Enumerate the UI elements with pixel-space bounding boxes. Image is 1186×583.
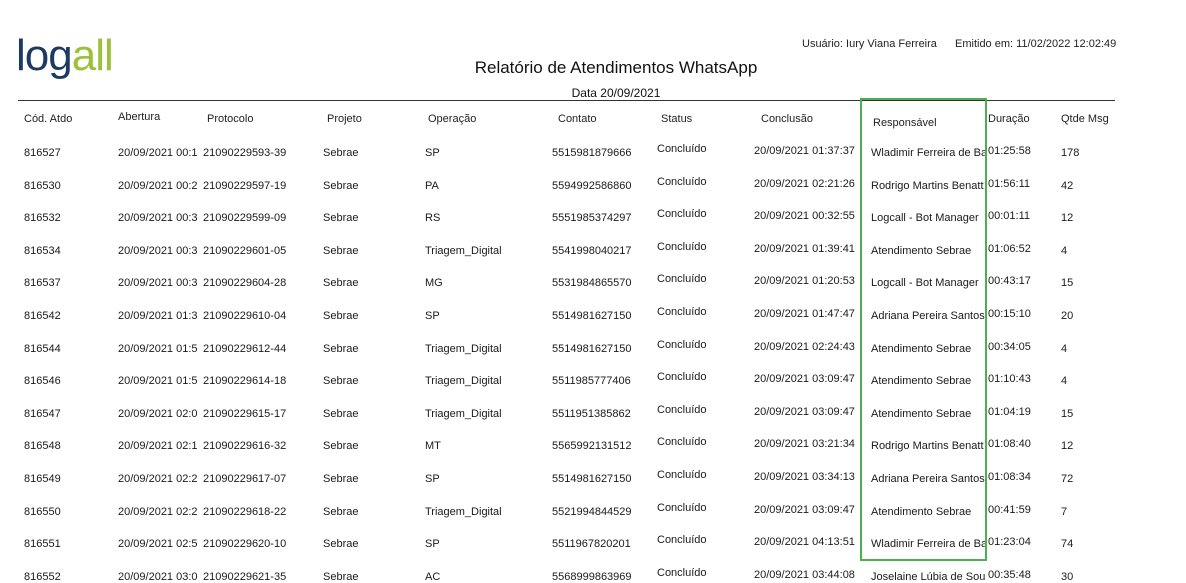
cell-responsavel: Adriana Pereira Santos <box>871 310 985 322</box>
cell-contato: 5515981879666 <box>552 147 632 159</box>
cell-protocolo: 21090229604-28 <box>203 277 287 290</box>
cell-cod-atdo: 816534 <box>24 244 61 257</box>
cell-protocolo: 21090229621-35 <box>203 570 287 583</box>
cell-qtde-msg: 74 <box>1061 538 1074 551</box>
cell-status: Concluído <box>657 436 707 449</box>
cell-projeto: Sebrae <box>323 375 359 388</box>
cell-qtde-msg: 30 <box>1061 570 1074 583</box>
header-conclusao: Conclusão <box>761 113 813 125</box>
cell-projeto: Sebrae <box>323 310 359 322</box>
cell-responsavel: Atendimento Sebrae <box>871 244 972 257</box>
header-cod-atdo: Cód. Atdo <box>24 113 73 125</box>
cell-contato: 5514981627150 <box>552 473 632 485</box>
cell-status: Concluído <box>657 240 707 253</box>
cell-operacao: Triagem_Digital <box>425 375 502 388</box>
report-title: Relatório de Atendimentos WhatsApp <box>474 58 758 77</box>
logo-lo: lo <box>16 31 49 80</box>
cell-contato: 5565992131512 <box>552 440 632 453</box>
cell-qtde-msg: 178 <box>1061 147 1080 159</box>
cell-duracao: 00:43:17 <box>988 275 1031 288</box>
cell-protocolo: 21090229597-19 <box>203 179 287 192</box>
cell-conclusao: 20/09/2021 04:13:51 <box>754 536 855 549</box>
cell-qtde-msg: 4 <box>1061 244 1068 257</box>
cell-abertura: 20/09/2021 00:3 <box>118 277 198 290</box>
cell-conclusao: 20/09/2021 02:21:26 <box>754 177 855 190</box>
cell-qtde-msg: 12 <box>1061 212 1074 225</box>
cell-conclusao: 20/09/2021 01:47:47 <box>754 308 855 320</box>
cell-responsavel: Wladimir Ferreira de Ba <box>871 538 988 551</box>
cell-duracao: 01:04:19 <box>988 405 1031 418</box>
cell-protocolo: 21090229599-09 <box>203 212 287 225</box>
cell-status: Concluído <box>657 371 707 384</box>
cell-status: Concluído <box>657 566 707 579</box>
cell-cod-atdo: 816532 <box>24 212 61 225</box>
cell-cod-atdo: 816544 <box>24 342 61 355</box>
cell-operacao: Triagem_Digital <box>425 244 502 257</box>
cell-operacao: MT <box>425 440 441 453</box>
cell-operacao: PA <box>425 179 439 192</box>
cell-cod-atdo: 816550 <box>24 505 61 518</box>
cell-conclusao: 20/09/2021 00:32:55 <box>754 210 855 223</box>
cell-contato: 5568999863969 <box>552 570 632 583</box>
cell-cod-atdo: 816542 <box>24 310 61 322</box>
cell-duracao: 01:10:43 <box>988 373 1031 386</box>
cell-duracao: 01:23:04 <box>988 536 1031 549</box>
report-date: Data 20/09/2021 <box>571 86 661 100</box>
cell-status: Concluído <box>657 273 707 286</box>
cell-cod-atdo: 816546 <box>24 375 61 388</box>
cell-protocolo: 21090229618-22 <box>203 505 287 518</box>
cell-cod-atdo: 816551 <box>24 538 61 551</box>
header-abertura: Abertura <box>118 111 161 123</box>
cell-abertura: 20/09/2021 02:2 <box>118 473 198 485</box>
cell-cod-atdo: 816549 <box>24 473 61 485</box>
cell-protocolo: 21090229616-32 <box>203 440 287 453</box>
cell-qtde-msg: 15 <box>1061 277 1074 290</box>
cell-operacao: MG <box>425 277 443 290</box>
cell-projeto: Sebrae <box>323 505 359 518</box>
cell-status: Concluído <box>657 534 707 547</box>
cell-duracao: 00:41:59 <box>988 503 1031 516</box>
cell-projeto: Sebrae <box>323 440 359 453</box>
cell-operacao: SP <box>425 310 440 322</box>
header-responsavel: Responsável <box>873 117 937 129</box>
cell-contato: 5521994844529 <box>552 505 632 518</box>
cell-abertura: 20/09/2021 00:2 <box>118 179 198 192</box>
cell-duracao: 01:08:40 <box>988 438 1031 451</box>
cell-operacao: SP <box>425 538 440 551</box>
cell-responsavel: Logcall - Bot Manager <box>871 277 979 290</box>
header-operacao: Operação <box>428 113 477 125</box>
cell-projeto: Sebrae <box>323 407 359 420</box>
cell-protocolo: 21090229620-10 <box>203 538 287 551</box>
cell-projeto: Sebrae <box>323 473 359 485</box>
cell-responsavel: Rodrigo Martins Benatt <box>871 440 984 453</box>
cell-cod-atdo: 816537 <box>24 277 61 290</box>
cell-status: Concluído <box>657 306 707 318</box>
cell-operacao: Triagem_Digital <box>425 505 502 518</box>
cell-status: Concluído <box>657 501 707 514</box>
cell-responsavel: Atendimento Sebrae <box>871 342 972 355</box>
cell-contato: 5514981627150 <box>552 310 632 322</box>
cell-abertura: 20/09/2021 00:3 <box>118 212 198 225</box>
cell-projeto: Sebrae <box>323 179 359 192</box>
cell-projeto: Sebrae <box>323 147 359 159</box>
cell-qtde-msg: 4 <box>1061 342 1068 355</box>
cell-duracao: 01:56:11 <box>988 177 1031 190</box>
cell-status: Concluído <box>657 403 707 416</box>
cell-cod-atdo: 816552 <box>24 570 61 583</box>
cell-abertura: 20/09/2021 00:1 <box>118 147 198 159</box>
cell-operacao: SP <box>425 473 440 485</box>
cell-abertura: 20/09/2021 00:3 <box>118 244 198 257</box>
cell-conclusao: 20/09/2021 01:20:53 <box>754 275 855 288</box>
cell-protocolo: 21090229610-04 <box>203 310 287 322</box>
cell-conclusao: 20/09/2021 03:09:47 <box>754 405 855 418</box>
cell-operacao: Triagem_Digital <box>425 407 502 420</box>
cell-protocolo: 21090229615-17 <box>203 407 287 420</box>
cell-operacao: Triagem_Digital <box>425 342 502 355</box>
cell-responsavel: Wladimir Ferreira de Ba <box>871 147 988 159</box>
cell-responsavel: Atendimento Sebrae <box>871 505 972 518</box>
cell-responsavel: Logcall - Bot Manager <box>871 212 979 225</box>
header-protocolo: Protocolo <box>207 113 254 125</box>
cell-operacao: AC <box>425 570 441 583</box>
header-duracao: Duração <box>988 113 1030 125</box>
cell-qtde-msg: 42 <box>1061 179 1074 192</box>
cell-status: Concluído <box>657 175 707 188</box>
logo-g: g <box>48 31 72 80</box>
cell-protocolo: 21090229601-05 <box>203 244 287 257</box>
cell-protocolo: 21090229617-07 <box>203 473 287 485</box>
cell-status: Concluído <box>657 469 707 481</box>
cell-duracao: 01:06:52 <box>988 242 1031 255</box>
cell-conclusao: 20/09/2021 01:37:37 <box>754 145 855 157</box>
cell-abertura: 20/09/2021 01:3 <box>118 310 198 322</box>
cell-protocolo: 21090229593-39 <box>203 147 287 159</box>
cell-protocolo: 21090229612-44 <box>203 342 287 355</box>
cell-qtde-msg: 20 <box>1061 310 1074 322</box>
cell-responsavel: Atendimento Sebrae <box>871 407 972 420</box>
cell-duracao: 01:08:34 <box>988 471 1031 483</box>
cell-projeto: Sebrae <box>323 570 359 583</box>
header-status: Status <box>661 113 693 125</box>
cell-conclusao: 20/09/2021 03:34:13 <box>754 471 855 483</box>
cell-responsavel: Rodrigo Martins Benatt <box>871 179 984 192</box>
cell-contato: 5511951385862 <box>552 407 631 420</box>
cell-conclusao: 20/09/2021 01:39:41 <box>754 242 855 255</box>
cell-cod-atdo: 816527 <box>24 147 61 159</box>
cell-cod-atdo: 816530 <box>24 179 61 192</box>
cell-contato: 5551985374297 <box>552 212 632 225</box>
cell-projeto: Sebrae <box>323 342 359 355</box>
cell-qtde-msg: 72 <box>1061 473 1074 485</box>
cell-projeto: Sebrae <box>323 538 359 551</box>
cell-operacao: RS <box>425 212 441 225</box>
cell-duracao: 00:34:05 <box>988 340 1031 353</box>
cell-responsavel: Adriana Pereira Santos <box>871 473 985 485</box>
cell-abertura: 20/09/2021 02:2 <box>118 505 198 518</box>
responsavel-column-highlight <box>860 98 987 561</box>
report-user: Usuário: Iury Viana Ferreira <box>802 38 937 50</box>
cell-conclusao: 20/09/2021 03:44:08 <box>754 568 855 581</box>
cell-abertura: 20/09/2021 01:5 <box>118 375 198 388</box>
cell-qtde-msg: 12 <box>1061 440 1074 453</box>
cell-duracao: 00:15:10 <box>988 308 1031 320</box>
cell-status: Concluído <box>657 338 707 351</box>
cell-conclusao: 20/09/2021 03:09:47 <box>754 503 855 516</box>
cell-duracao: 00:01:11 <box>988 210 1031 223</box>
cell-cod-atdo: 816547 <box>24 407 61 420</box>
header-qtde-msg: Qtde Msg <box>1061 113 1109 125</box>
cell-abertura: 20/09/2021 03:0 <box>118 570 198 583</box>
cell-contato: 5594992586860 <box>552 179 632 192</box>
cell-qtde-msg: 15 <box>1061 407 1074 420</box>
cell-contato: 5514981627150 <box>552 342 632 355</box>
header-contato: Contato <box>558 113 597 125</box>
cell-conclusao: 20/09/2021 02:24:43 <box>754 340 855 353</box>
header-projeto: Projeto <box>327 113 362 125</box>
cell-protocolo: 21090229614-18 <box>203 375 287 388</box>
cell-conclusao: 20/09/2021 03:09:47 <box>754 373 855 386</box>
cell-abertura: 20/09/2021 02:0 <box>118 407 198 420</box>
cell-contato: 5541998040217 <box>552 244 632 257</box>
cell-duracao: 01:25:58 <box>988 145 1031 157</box>
cell-abertura: 20/09/2021 02:5 <box>118 538 198 551</box>
report-issued-at: Emitido em: 11/02/2022 12:02:49 <box>955 38 1117 50</box>
cell-qtde-msg: 4 <box>1061 375 1068 388</box>
cell-contato: 5511985777406 <box>552 375 631 388</box>
cell-status: Concluído <box>657 208 707 221</box>
cell-contato: 5531984865570 <box>552 277 632 290</box>
cell-responsavel: Atendimento Sebrae <box>871 375 972 388</box>
cell-status: Concluído <box>657 143 707 155</box>
cell-contato: 5511967820201 <box>552 538 631 551</box>
cell-duracao: 00:35:48 <box>988 568 1031 581</box>
cell-projeto: Sebrae <box>323 277 359 290</box>
cell-operacao: SP <box>425 147 440 159</box>
cell-abertura: 20/09/2021 02:1 <box>118 440 198 453</box>
cell-projeto: Sebrae <box>323 212 359 225</box>
cell-qtde-msg: 7 <box>1061 505 1068 518</box>
cell-conclusao: 20/09/2021 03:21:34 <box>754 438 855 451</box>
cell-cod-atdo: 816548 <box>24 440 61 453</box>
cell-abertura: 20/09/2021 01:5 <box>118 342 198 355</box>
cell-projeto: Sebrae <box>323 244 359 257</box>
logo-all: all <box>71 31 113 80</box>
cell-responsavel: Joselaine Lúbia de Sou <box>871 570 986 583</box>
